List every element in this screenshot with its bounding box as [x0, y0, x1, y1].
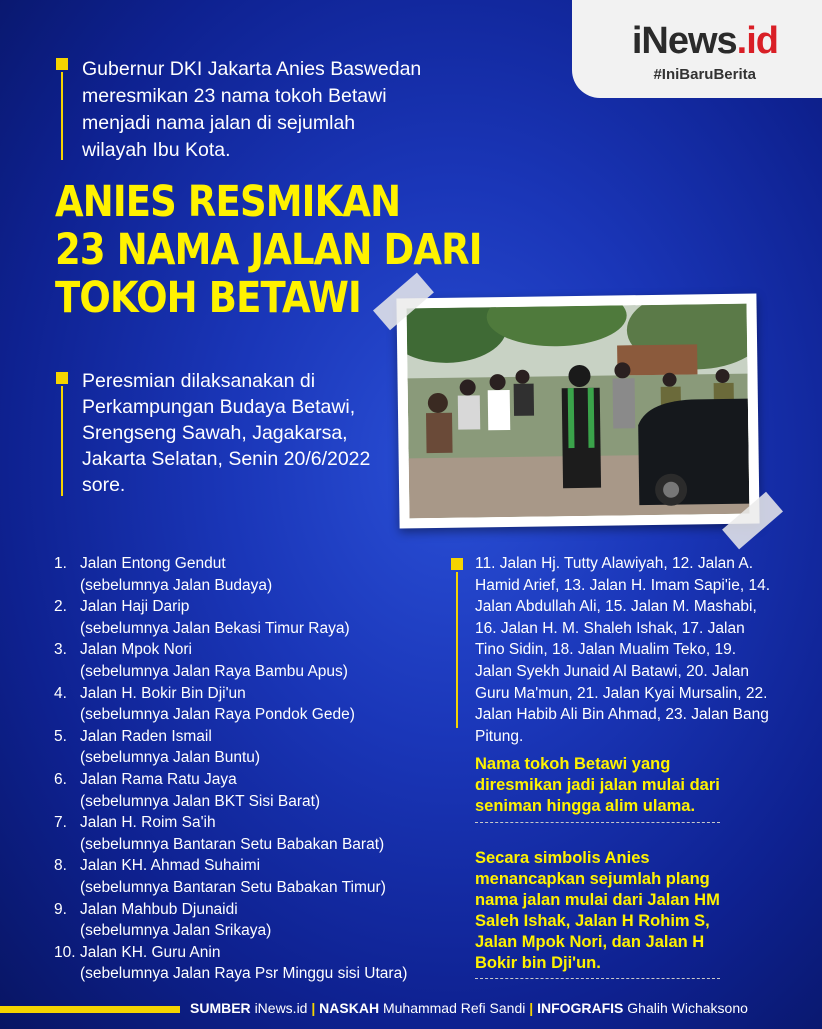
street-name: Jalan Raden Ismail — [80, 727, 212, 745]
logo-main: iNews — [631, 20, 737, 62]
street-list — [54, 553, 454, 985]
street-previous-name: (sebelumnya Jalan Bekasi Timur Raya) — [80, 619, 350, 637]
headline-line-2: 23 NAMA JALAN DARI — [55, 225, 482, 275]
street-previous-name: (sebelumnya Jalan Srikaya) — [80, 922, 272, 940]
photo-illustration — [407, 304, 750, 519]
highlight-text-2: Secara simbolis Anies menancapkan sejumlah plang nama jalan mulai dari Jalan HM Saleh Ishak, Jalan H Rohim S, Jalan Mpok Nori, dan Jalan H Bokir bin Dji'un. — [475, 849, 720, 972]
event-photo — [396, 293, 759, 528]
street-name: Jalan Haji Darip — [80, 598, 190, 616]
headline-line-1: ANIES RESMIKAN — [55, 177, 401, 227]
street-list-item — [54, 726, 454, 769]
street-row — [54, 899, 454, 921]
logo-suffix: .id — [736, 20, 778, 62]
street-previous-name: (sebelumnya Bantaran Setu Babakan Timur) — [80, 878, 386, 896]
street-previous-name: (sebelumnya Jalan BKT Sisi Barat) — [80, 792, 321, 810]
intro-bullet-marker — [56, 58, 68, 70]
street-name: Jalan KH. Guru Anin — [80, 943, 221, 961]
intro-accent-line — [61, 72, 63, 160]
streets-continued-text: 11. Jalan Hj. Tutty Alawiyah, 12. Jalan A. Hamid Arief, 13. Jalan H. Imam Sapi'ie, 14. Jalan Abdullah Ali, 15. Jalan M. Mashabi, 16. Jalan H. M. Shaleh Ishak, 17. Jalan Tino Sidin, 18. Jalan Mualim Teko, 19. Jalan Syekh Junaid Al Batawi, 20. Jalan Guru Ma'mun, 21. Jalan Kyai Mursalin, 22. Jalan Habib Ali Bin Ahmad, 23. Jalan Bang Pitung. — [475, 555, 771, 745]
street-number: 8. — [54, 857, 67, 875]
brand-tagline: #IniBaruBerita — [653, 66, 756, 83]
highlight-text-1: Nama tokoh Betawi yang diresmikan jadi jalan mulai dari seniman hingga alim ulama. — [475, 755, 720, 815]
street-number: 9. — [54, 900, 67, 918]
street-number: 10. — [54, 943, 76, 961]
event-bullet-marker — [56, 372, 68, 384]
street-list-item — [54, 812, 454, 855]
street-name: Jalan Mahbub Djunaidi — [80, 900, 238, 918]
street-previous-name: (sebelumnya Jalan Raya Pondok Gede) — [80, 706, 355, 724]
event-text: Peresmian dilaksanakan di Perkampungan Budaya Betawi, Srengseng Sawah, Jagakarsa, Jakarta Selatan, Senin 20/6/2022 sore. — [82, 370, 371, 496]
street-row — [54, 553, 454, 575]
footer-graphic: Ghalih Wichaksono — [627, 1000, 748, 1016]
streets-continued-accent-line — [456, 572, 458, 728]
street-name: Jalan Entong Gendut — [80, 555, 226, 572]
street-row — [54, 639, 454, 661]
footer-graphic-label: INFOGRAFIS — [537, 1000, 624, 1016]
street-name: Jalan H. Roim Sa'ih — [80, 814, 216, 832]
street-list-item — [54, 942, 454, 985]
street-number: 4. — [54, 684, 67, 702]
street-previous-name: (sebelumnya Jalan Raya Psr Minggu sisi Utara) — [80, 965, 408, 983]
street-name: Jalan Mpok Nori — [80, 641, 192, 659]
footer-credits — [190, 1000, 748, 1016]
street-number: 1. — [54, 555, 67, 572]
footer-separator: | — [311, 1000, 316, 1016]
event-photo-image — [407, 304, 750, 519]
footer-writer: Muhammad Refi Sandi — [382, 1000, 526, 1016]
street-list-item — [54, 899, 454, 942]
street-row — [54, 726, 454, 748]
headline-line-3: TOKOH BETAWI — [55, 273, 361, 323]
street-previous-name: (sebelumnya Bantaran Setu Babakan Barat) — [80, 835, 385, 853]
streets-continued-bullet-marker — [451, 558, 463, 570]
footer-source: iNews.id — [254, 1000, 308, 1016]
street-name: Jalan Rama Ratu Jaya — [80, 770, 237, 788]
street-previous-name: (sebelumnya Jalan Budaya) — [80, 576, 273, 594]
event-accent-line — [61, 386, 63, 496]
street-number: 5. — [54, 727, 67, 745]
street-row — [54, 769, 454, 791]
street-row — [54, 942, 454, 964]
street-row — [54, 683, 454, 705]
divider-1 — [475, 822, 720, 823]
street-list-item — [54, 596, 454, 639]
street-list-item — [54, 769, 454, 812]
street-list-item — [54, 553, 454, 596]
street-name: Jalan KH. Ahmad Suhaimi — [80, 857, 261, 875]
brand-header — [572, 0, 822, 98]
street-number: 2. — [54, 598, 67, 616]
street-number: 6. — [54, 770, 67, 788]
street-list-item — [54, 683, 454, 726]
street-number: 3. — [54, 641, 67, 659]
street-previous-name: (sebelumnya Jalan Buntu) — [80, 749, 261, 767]
brand-logo[interactable] — [632, 20, 778, 63]
street-row — [54, 596, 454, 618]
street-number: 7. — [54, 814, 67, 832]
street-row — [54, 812, 454, 834]
street-list-item — [54, 855, 454, 898]
street-name: Jalan H. Bokir Bin Dji'un — [80, 684, 246, 702]
street-previous-name: (sebelumnya Jalan Raya Bambu Apus) — [80, 662, 348, 680]
street-list-item — [54, 639, 454, 682]
divider-2 — [475, 978, 720, 979]
footer-separator: | — [529, 1000, 534, 1016]
intro-text: Gubernur DKI Jakarta Anies Baswedan meresmikan 23 nama tokoh Betawi menjadi nama jalan di sejumlah wilayah Ibu Kota. — [82, 58, 422, 161]
footer-accent-bar — [0, 1006, 180, 1013]
street-row — [54, 855, 454, 877]
footer-source-label: SUMBER — [190, 1000, 251, 1016]
footer-writer-label: NASKAH — [319, 1000, 380, 1016]
